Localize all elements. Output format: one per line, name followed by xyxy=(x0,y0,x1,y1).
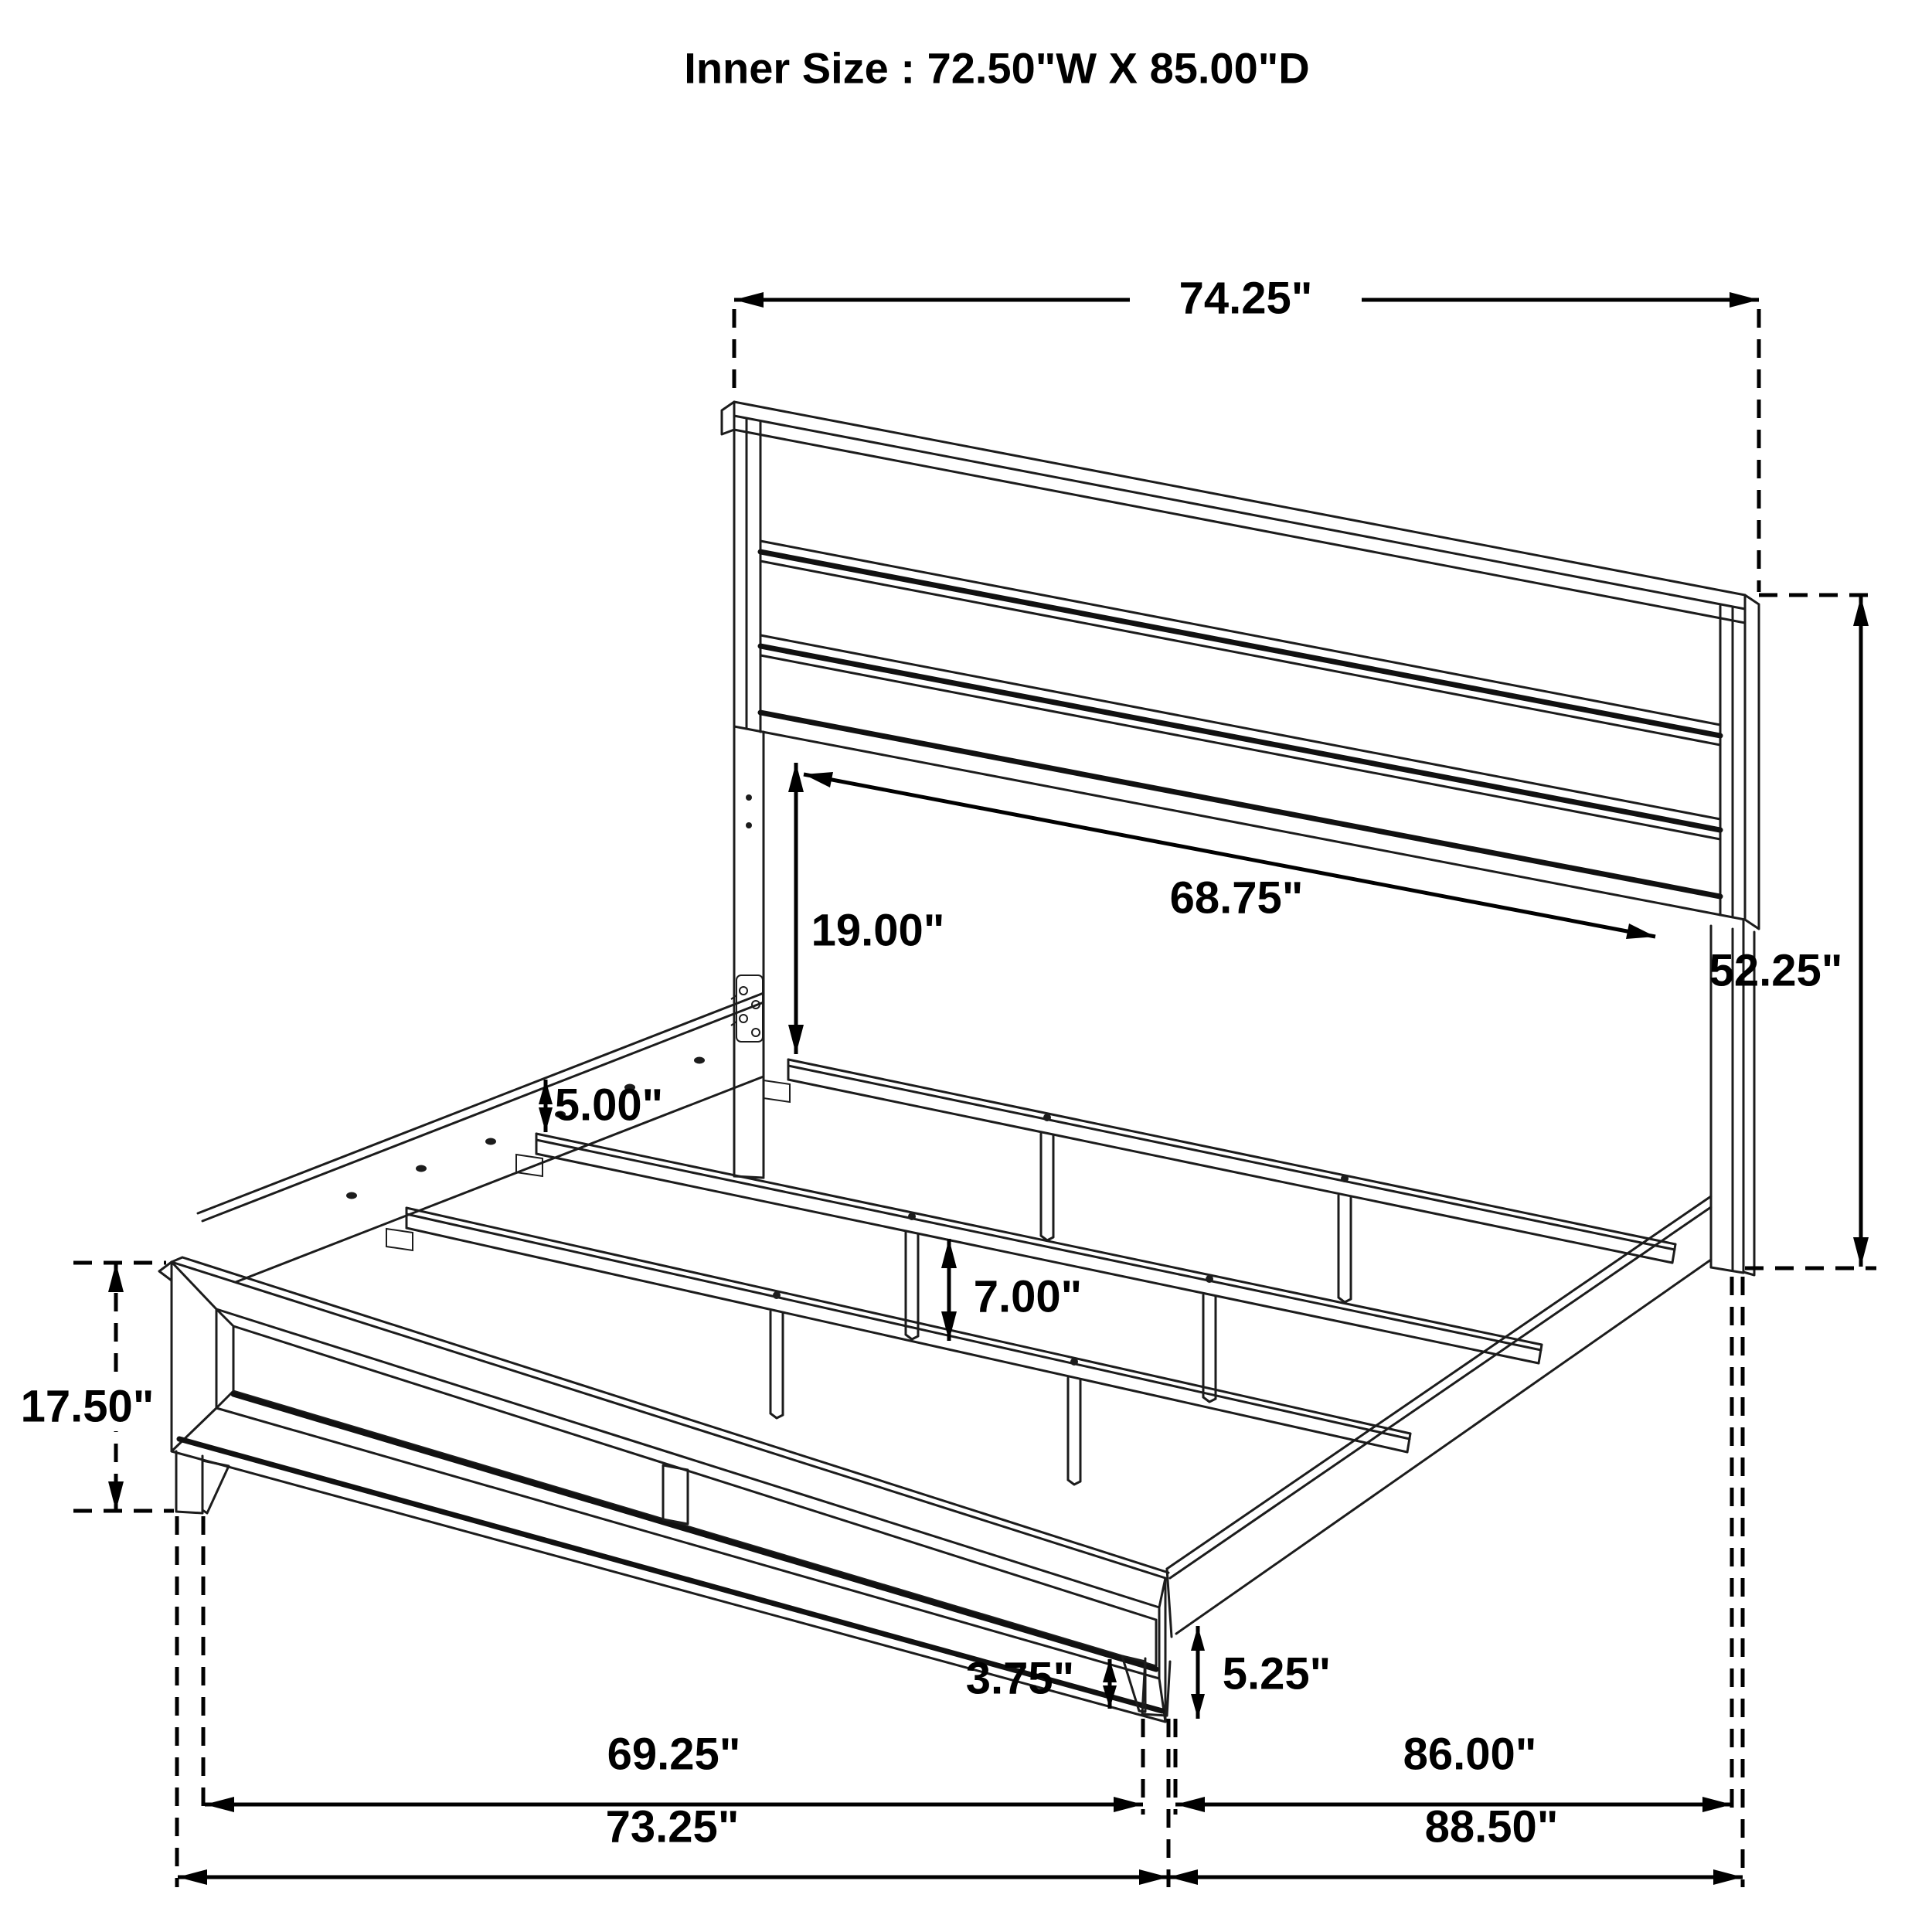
dim-headboard-height xyxy=(1709,595,1876,1268)
dim-overall-width xyxy=(734,274,1759,593)
dim-overall-width-label: 74.25" xyxy=(1179,273,1313,324)
dim-headboard-clearance xyxy=(788,763,944,1054)
dim-footboard-height xyxy=(5,1263,174,1511)
dim-overall-length xyxy=(1168,1802,1743,1886)
footboard-left-leg xyxy=(176,1451,229,1513)
dim-panel-width-label: 68.75" xyxy=(1169,872,1304,923)
dim-headboard-clearance-label: 19.00" xyxy=(811,905,945,956)
footboard xyxy=(159,1257,1170,1722)
headboard xyxy=(722,402,1759,1275)
dim-rail-recess-label: 5.00" xyxy=(554,1080,664,1131)
dim-footboard-inner-width-label: 69.25" xyxy=(607,1729,741,1780)
dim-rail-clearance xyxy=(1191,1626,1331,1719)
dim-rail-recess xyxy=(539,1080,663,1132)
dim-footboard-inner-width xyxy=(205,1730,1143,1813)
dim-footboard-height-label: 17.50" xyxy=(20,1381,155,1432)
headboard-left-leg xyxy=(731,726,764,1178)
dim-side-rail-length-label: 86.00" xyxy=(1403,1729,1537,1780)
slat-1 xyxy=(788,1060,1675,1302)
dimension-annotations xyxy=(5,274,1876,1888)
dim-slat-leg-label: 7.00" xyxy=(973,1271,1083,1322)
dim-footboard-leg xyxy=(966,1654,1117,1709)
dim-side-rail-length xyxy=(1175,1730,1732,1813)
slat-3 xyxy=(406,1208,1410,1485)
slat-2 xyxy=(536,1134,1542,1402)
dim-headboard-height-label: 52.25" xyxy=(1709,945,1843,996)
left-side-rail xyxy=(198,993,790,1282)
dim-footboard-outer-width-label: 73.25" xyxy=(605,1801,740,1852)
dim-footboard-leg-label: 3.75" xyxy=(965,1653,1075,1704)
dim-footboard-outer-width xyxy=(178,1802,1168,1886)
dim-overall-length-label: 88.50" xyxy=(1424,1801,1559,1852)
dim-rail-clearance-label: 5.25" xyxy=(1222,1648,1332,1699)
page-title: Inner Size : 72.50"W X 85.00"D xyxy=(684,43,1310,93)
